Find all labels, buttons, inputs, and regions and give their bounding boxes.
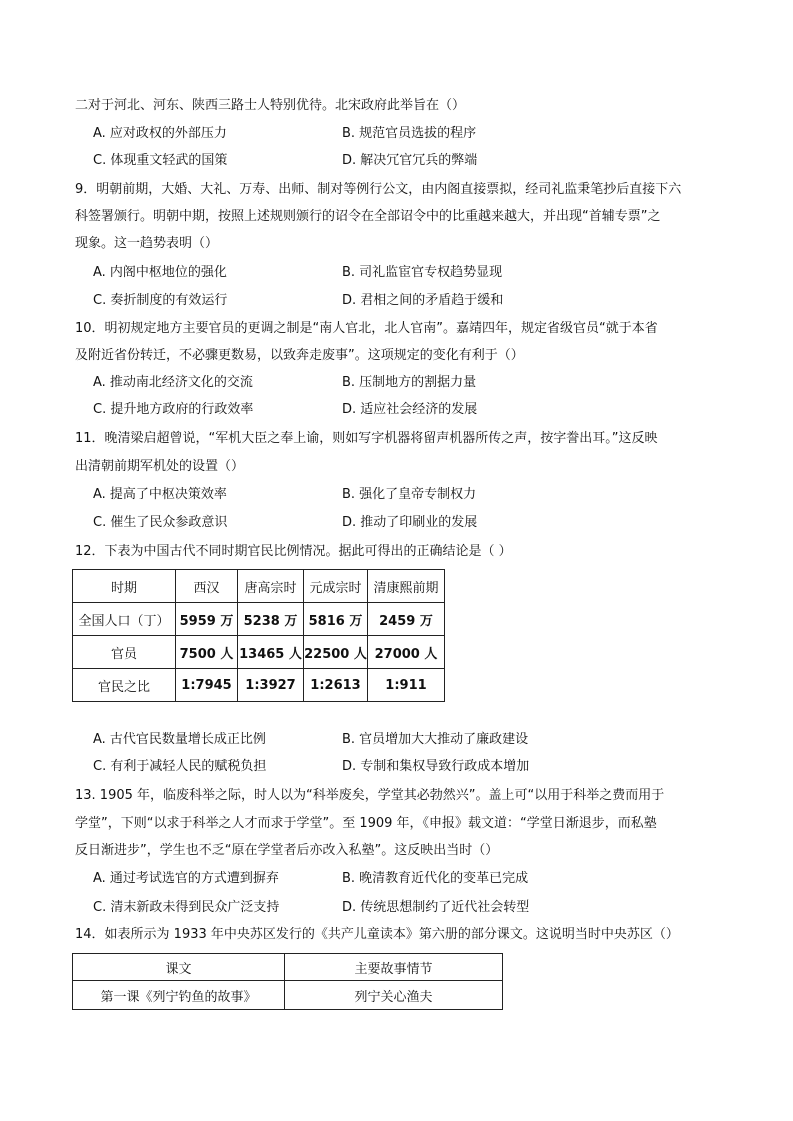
q13-option-c[interactable]: C. 清末新政未得到民众广泛支持 xyxy=(93,900,280,915)
q11-option-b[interactable]: B. 强化了皇帝专制权力 xyxy=(342,487,477,502)
table-cell: 5238 万 xyxy=(238,603,304,636)
official-ratio-table xyxy=(72,569,445,702)
q9-stem-line-2: 科签署颁行。明朝中期，按照上述规则颁行的诏令在全部诏令中的比重越来越大，并出现“首辅专票”之 xyxy=(75,209,661,224)
table-cell: 13465 人 xyxy=(238,636,304,669)
table-row xyxy=(73,981,503,1010)
q13-stem-line-3: 反日渐进步”，学生也不乏“原在学堂者后亦改入私塾”。这反映出当时（） xyxy=(75,843,499,858)
table-cell: 1:2613 xyxy=(304,669,368,702)
q10-stem-line-2: 及附近省份转迁，不必骤更数易，以致奔走废事”。这项规定的变化有利于（） xyxy=(75,348,524,363)
q8-stem-line: 二对于河北、河东、陕西三路士人特别优待。北宋政府此举旨在（） xyxy=(75,98,466,113)
q14-stem: 14．如表所示为 1933 年中央苏区发行的《共产儿童读本》第六册的部分课文。这说明当时中央苏区（） xyxy=(75,927,679,942)
q12-option-d[interactable]: D. 专制和集权导致行政成本增加 xyxy=(342,759,530,774)
table-cell: 1:911 xyxy=(368,669,445,702)
table-row xyxy=(73,636,445,669)
table-header-cell: 唐高宗时 xyxy=(238,570,304,603)
table-cell: 列宁关心渔夫 xyxy=(285,981,503,1010)
q8-option-d[interactable]: D. 解决冗官冗兵的弊端 xyxy=(342,153,478,168)
table-cell: 7500 人 xyxy=(176,636,238,669)
q9-stem-line-1: 9．明朝前期，大婚、大礼、万寿、出师、制对等例行公文，由内阁直接票拟，经司礼监秉笔抄后直接下六 xyxy=(75,182,682,197)
q9-option-d[interactable]: D. 君相之间的矛盾趋于缓和 xyxy=(342,293,504,308)
table-cell: 5959 万 xyxy=(176,603,238,636)
q13-stem-line-2: 学堂”，下则“以求于科举之人才而求于学堂”。至 1909 年，《申报》载文道：“学堂日渐退步，而私塾 xyxy=(75,816,657,831)
table-header-cell: 主要故事情节 xyxy=(285,954,503,981)
table-header-cell: 课文 xyxy=(73,954,285,981)
q10-option-c[interactable]: C. 提升地方政府的行政效率 xyxy=(93,402,254,417)
q8-option-c[interactable]: C. 体现重文轻武的国策 xyxy=(93,153,228,168)
q10-option-d[interactable]: D. 适应社会经济的发展 xyxy=(342,402,478,417)
q11-stem-line-1: 11．晚清梁启超曾说，“军机大臣之奉上谕，则如写字机器将留声机器所传之声，按字誊出耳。”这反映 xyxy=(75,431,658,446)
q13-option-a[interactable]: A. 通过考试选官的方式遭到摒弃 xyxy=(93,871,279,886)
q11-option-c[interactable]: C. 催生了民众参政意识 xyxy=(93,515,228,530)
table-cell: 官员 xyxy=(73,636,176,669)
q9-option-a[interactable]: A. 内阁中枢地位的强化 xyxy=(93,265,227,280)
q13-option-d[interactable]: D. 传统思想制约了近代社会转型 xyxy=(342,900,530,915)
table-header-cell: 时期 xyxy=(73,570,176,603)
q11-stem-line-2: 出清朝前期军机处的设置（） xyxy=(75,459,245,474)
table-header-cell: 清康熙前期 xyxy=(368,570,445,603)
q10-option-b[interactable]: B. 压制地方的割据力量 xyxy=(342,375,477,390)
table-header-cell: 元成宗时 xyxy=(304,570,368,603)
table-cell: 1:3927 xyxy=(238,669,304,702)
table-header-row xyxy=(73,954,503,981)
q12-option-a[interactable]: A. 古代官民数量增长成正比例 xyxy=(93,732,266,747)
q11-option-d[interactable]: D. 推动了印刷业的发展 xyxy=(342,515,478,530)
table-cell: 1:7945 xyxy=(176,669,238,702)
table-cell: 2459 万 xyxy=(368,603,445,636)
table-cell: 全国人口（丁） xyxy=(73,603,176,636)
q9-option-b[interactable]: B. 司礼监宦官专权趋势显现 xyxy=(342,265,503,280)
table-cell: 5816 万 xyxy=(304,603,368,636)
table-cell: 27000 人 xyxy=(368,636,445,669)
table-row xyxy=(73,669,445,702)
q13-stem-line-1: 13. 1905 年，临废科举之际，时人以为“科举废矣，学堂其必勃然兴”。盖上可“以用于科举之费而用于 xyxy=(75,788,665,803)
textbook-lessons-table xyxy=(72,953,503,1010)
table-cell: 22500 人 xyxy=(304,636,368,669)
q9-stem-line-3: 现象。这一趋势表明（） xyxy=(75,236,219,251)
table-cell: 第一课《列宁钓鱼的故事》 xyxy=(73,981,285,1010)
q12-stem: 12．下表为中国古代不同时期官民比例情况。据此可得出的正确结论是（ ） xyxy=(75,544,512,559)
table-row xyxy=(73,603,445,636)
q12-option-c[interactable]: C. 有利于减轻人民的赋税负担 xyxy=(93,759,267,774)
q8-option-b[interactable]: B. 规范官员选拔的程序 xyxy=(342,126,477,141)
q11-option-a[interactable]: A. 提高了中枢决策效率 xyxy=(93,487,227,502)
q8-option-a[interactable]: A. 应对政权的外部压力 xyxy=(93,126,227,141)
q9-option-c[interactable]: C. 奏折制度的有效运行 xyxy=(93,293,228,308)
q13-option-b[interactable]: B. 晚清教育近代化的变革已完成 xyxy=(342,871,529,886)
table-cell: 官民之比 xyxy=(73,669,176,702)
q12-option-b[interactable]: B. 官员增加大大推动了廉政建设 xyxy=(342,732,529,747)
q10-stem-line-1: 10．明初规定地方主要官员的更调之制是“南人官北，北人官南”。嘉靖四年，规定省级官员“就于本省 xyxy=(75,321,658,336)
table-header-row xyxy=(73,570,445,603)
q10-option-a[interactable]: A. 推动南北经济文化的交流 xyxy=(93,375,253,390)
table-header-cell: 西汉 xyxy=(176,570,238,603)
